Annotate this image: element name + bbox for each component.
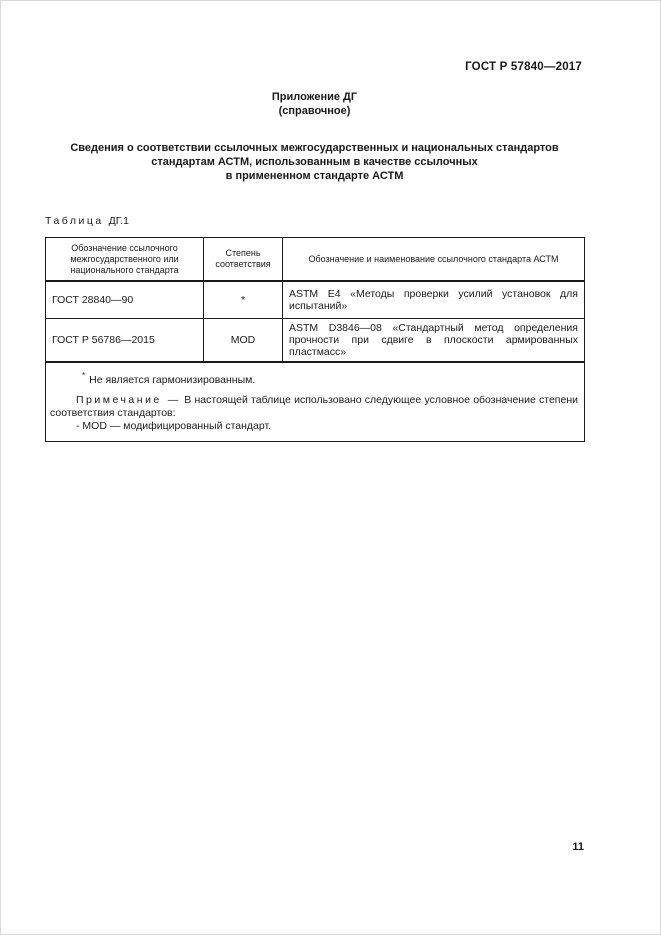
table-row: [46, 281, 585, 319]
section-title-line-3: в примененном стандарте АСТМ: [225, 170, 404, 182]
cell-astm-standard: ASTM E4 «Методы проверки усилий установок для испытаний»: [283, 281, 585, 319]
table-label-word: Таблица: [45, 215, 104, 227]
column-header-degree: Степень соответствия: [204, 238, 283, 282]
table-label: [45, 215, 129, 227]
cell-degree: *: [204, 281, 283, 319]
note-list-item: - MOD — модифицированный стандарт.: [76, 419, 272, 432]
section-title-line-1: Сведения о соответствии ссылочных межгосударственных и национальных стандартов: [70, 142, 559, 154]
table-row: [46, 319, 585, 363]
column-header-standard: Обозначение ссылочного межгосударственного или национального стандарта: [46, 238, 204, 282]
note-text: В настоящей таблице использовано следующее условное обозначение степени соответствия стандартов:: [50, 393, 578, 419]
section-title-line-2: стандартам АСТМ, использованным в качестве ссылочных: [151, 156, 478, 168]
table-label-number: ДГ.1: [108, 215, 129, 227]
column-header-astm: Обозначение и наименование ссылочного стандарта АСТМ: [283, 238, 585, 282]
correspondence-table: [45, 237, 585, 442]
page-number: 11: [572, 841, 584, 853]
footnote-asterisk: *: [82, 371, 86, 380]
cell-standard: ГОСТ Р 56786—2015: [46, 319, 204, 363]
appendix-subtitle: (справочное): [278, 105, 351, 117]
cell-degree: MOD: [204, 319, 283, 363]
table-header-row: [46, 238, 585, 282]
note-dash: —: [167, 393, 179, 406]
footnote-note: [50, 394, 578, 420]
footnote-text: Не является гармонизированным.: [89, 373, 256, 386]
doc-number-header: ГОСТ Р 57840—2017: [465, 61, 582, 73]
note-label: Примечание: [76, 393, 162, 406]
cell-astm-standard: ASTM D3846—08 «Стандартный метод определения прочности при сдвиге в плоскости армированных пластмасс»: [283, 319, 585, 363]
appendix-title: Приложение ДГ: [271, 91, 358, 103]
table-footnote-cell: [46, 362, 585, 441]
appendix-heading: [45, 90, 584, 118]
table-footnote-row: [46, 362, 585, 441]
section-title: [45, 141, 584, 183]
cell-standard: ГОСТ 28840—90: [46, 281, 204, 319]
footnote-harmonization: [50, 369, 578, 387]
